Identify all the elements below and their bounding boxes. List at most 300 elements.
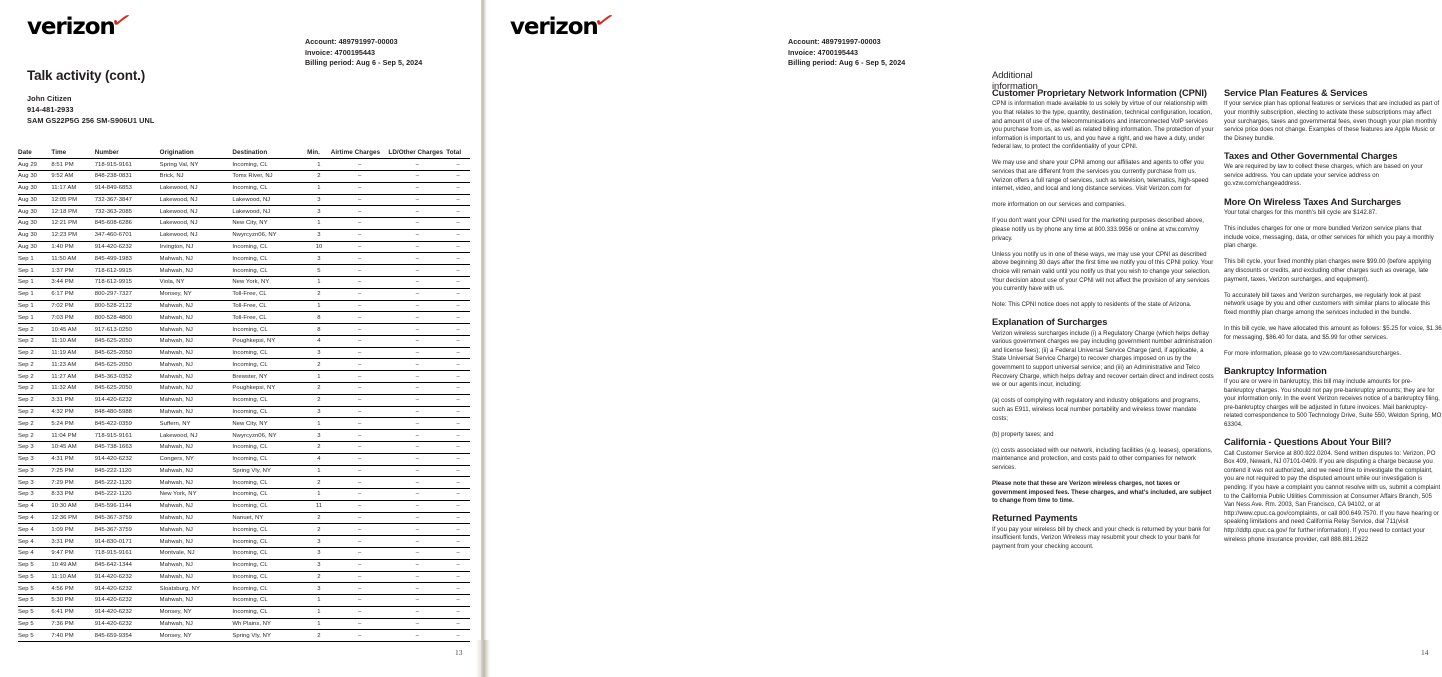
cell-number: 914-830-0171 [95, 536, 160, 548]
cell-total: – [446, 583, 470, 595]
cell-total: – [446, 241, 470, 253]
cell-origination: Lakewood, NJ [160, 182, 233, 194]
cell-destination: Incoming, CL [232, 359, 307, 371]
cell-minutes: 1 [307, 277, 331, 289]
cell-date: Sep 4 [18, 512, 51, 524]
table-row [18, 477, 470, 489]
cell-total: – [446, 277, 470, 289]
cell-origination: Mahwah, NJ [160, 265, 233, 277]
cell-total: – [446, 524, 470, 536]
cell-date: Sep 4 [18, 547, 51, 559]
info-paragraph: (b) property taxes; and [992, 430, 1054, 438]
invoice-value: 4700195443 [334, 47, 376, 57]
cell-number: 718-915-9161 [95, 159, 160, 171]
cell-date: Sep 5 [18, 618, 51, 630]
cell-airtime-charges: – [331, 618, 389, 630]
cell-time: 12:18 PM [51, 206, 94, 218]
info-paragraph: more information on our services and companies. [992, 201, 1126, 209]
cell-time: 1:40 PM [51, 241, 94, 253]
cell-ld-other-charges: – [388, 159, 446, 171]
cell-origination: Viola, NY [160, 277, 233, 289]
cell-airtime-charges: – [331, 606, 389, 618]
cell-destination: Wh Plains, NY [232, 618, 307, 630]
info-paragraph: (c) costs associated with our network, including facilities (e.g. leases), operations, maintenance and protection, and costs paid to other companies for network services. [992, 446, 1213, 471]
table-row [18, 536, 470, 548]
cell-ld-other-charges: – [388, 595, 446, 607]
cell-minutes: 1 [307, 300, 331, 312]
cell-number: 914-420-6232 [95, 583, 160, 595]
cell-date: Sep 2 [18, 324, 51, 336]
cell-minutes: 2 [307, 288, 331, 300]
cell-date: Aug 30 [18, 241, 51, 253]
cell-date: Aug 30 [18, 170, 51, 182]
cell-ld-other-charges: – [388, 277, 446, 289]
cell-minutes: 1 [307, 606, 331, 618]
cell-date: Sep 1 [18, 288, 51, 300]
cell-total: – [446, 536, 470, 548]
cell-number: 914-420-6232 [95, 606, 160, 618]
table-row [18, 583, 470, 595]
cell-time: 1:09 PM [51, 524, 94, 536]
cell-minutes: 3 [307, 547, 331, 559]
cell-origination: Mahwah, NJ [160, 300, 233, 312]
cell-minutes: 2 [307, 170, 331, 182]
cell-destination: Incoming, CL [232, 606, 307, 618]
cell-airtime-charges: – [331, 312, 389, 324]
cell-date: Sep 4 [18, 536, 51, 548]
cell-origination: Lakewood, NJ [160, 430, 233, 442]
cell-airtime-charges: – [331, 489, 389, 501]
cell-minutes: 3 [307, 583, 331, 595]
cell-time: 11:23 AM [51, 359, 94, 371]
cell-minutes: 1 [307, 465, 331, 477]
cell-destination: Incoming, CL [232, 253, 307, 265]
cell-destination: Incoming, CL [232, 524, 307, 536]
cell-airtime-charges: – [331, 206, 389, 218]
cell-ld-other-charges: – [388, 559, 446, 571]
info-section [992, 88, 1214, 310]
info-paragraph: If you are or were in bankruptcy, this bill may include amounts for pre-bankruptcy charges. You should not pay pre-bankruptcy amounts; they are for your information only. In the event Verizon receives notice of a bankruptcy filing, pre-bankruptcy charges will be adjusted in future invoices. Mail bankruptcy-related correspondence to 500 Technology Drive, Suite 550, Weldon Spring, MO 63304. [1224, 378, 1442, 429]
cell-origination: Mahwah, NJ [160, 595, 233, 607]
cell-time: 6:17 PM [51, 288, 94, 300]
cell-total: – [446, 453, 470, 465]
col-header-total: Total [446, 149, 470, 159]
account-label: Account: [305, 37, 337, 46]
cell-time: 12:23 PM [51, 229, 94, 241]
info-section [992, 317, 1214, 506]
billing-period-value: Aug 6 - Sep 5, 2024 [355, 58, 423, 68]
cell-total: – [446, 394, 470, 406]
cell-date: Aug 30 [18, 229, 51, 241]
cell-minutes: 3 [307, 229, 331, 241]
table-row [18, 241, 470, 253]
cell-time: 4:31 PM [51, 453, 94, 465]
cell-minutes: 11 [307, 500, 331, 512]
cell-destination: Incoming, CL [232, 265, 307, 277]
cell-airtime-charges: – [331, 241, 389, 253]
cell-destination: Poughkepsi, NY [232, 383, 307, 395]
cell-origination: Mahwah, NJ [160, 312, 233, 324]
col-header-ld-other-charges: LD/Other Charges [388, 149, 446, 159]
invoice-label: Invoice: [305, 47, 333, 57]
cell-origination: Mahwah, NJ [160, 371, 233, 383]
info-section [1224, 88, 1442, 143]
cell-date: Sep 4 [18, 524, 51, 536]
info-section-heading: Service Plan Features & Services [1224, 88, 1368, 98]
cell-number: 845-222-1120 [95, 489, 160, 501]
cell-airtime-charges: – [331, 288, 389, 300]
col-header-time: Time [51, 149, 94, 159]
cell-date: Sep 5 [18, 595, 51, 607]
cell-airtime-charges: – [331, 229, 389, 241]
cell-origination: Spring Val, NY [160, 159, 233, 171]
info-paragraph: If you don't want your CPNI used for the marketing purposes described above, please notify us by phone any time at 800.333.9956 or online at vzw.com/my privacy. [992, 217, 1204, 242]
cell-destination: Incoming, CL [232, 453, 307, 465]
cell-date: Aug 30 [18, 218, 51, 230]
cell-ld-other-charges: – [388, 630, 446, 642]
cell-ld-other-charges: – [388, 583, 446, 595]
cell-destination: New City, NY [232, 418, 307, 430]
info-section-heading: California - Questions About Your Bill? [1224, 437, 1392, 448]
cell-minutes: 1 [307, 218, 331, 230]
cell-origination: Mahwah, NJ [160, 394, 233, 406]
cell-destination: Incoming, CL [232, 583, 307, 595]
cell-ld-other-charges: – [388, 571, 446, 583]
info-paragraph: Your total charges for this month's bill cycle are $142.87. [1224, 208, 1377, 216]
cell-ld-other-charges: – [388, 371, 446, 383]
cell-minutes: 10 [307, 241, 331, 253]
table-row [18, 418, 470, 430]
table-row [18, 229, 470, 241]
cell-ld-other-charges: – [388, 489, 446, 501]
cell-ld-other-charges: – [388, 335, 446, 347]
cell-minutes: 2 [307, 383, 331, 395]
cell-airtime-charges: – [331, 465, 389, 477]
cell-destination: Spring Vly, NY [232, 630, 307, 642]
cell-total: – [446, 406, 470, 418]
cell-origination: Mahwah, NJ [160, 441, 233, 453]
table-row [18, 312, 470, 324]
cell-minutes: 2 [307, 512, 331, 524]
cell-ld-other-charges: – [388, 182, 446, 194]
cell-number: 914-420-6232 [95, 241, 160, 253]
info-section-heading: Bankruptcy Information [1224, 365, 1327, 376]
cell-date: Sep 3 [18, 477, 51, 489]
cell-number: 845-363-0352 [95, 371, 160, 383]
cell-airtime-charges: – [331, 277, 389, 289]
cell-date: Sep 2 [18, 371, 51, 383]
verizon-checkmark-icon: ✓ [590, 7, 617, 33]
cell-origination: Monsey, NY [160, 630, 233, 642]
table-row [18, 453, 470, 465]
cell-time: 3:44 PM [51, 277, 94, 289]
cell-minutes: 1 [307, 371, 331, 383]
cell-total: – [446, 206, 470, 218]
cell-ld-other-charges: – [388, 383, 446, 395]
cell-total: – [446, 265, 470, 277]
subscriber-phone: 914-481-2933 [27, 105, 74, 115]
table-row [18, 335, 470, 347]
cell-destination: New City, NY [232, 218, 307, 230]
cell-date: Sep 3 [18, 453, 51, 465]
verizon-logo-right [510, 7, 617, 40]
cell-airtime-charges: – [331, 347, 389, 359]
page-gutter-shadow [481, 0, 487, 677]
col-header-number: Number [95, 149, 160, 159]
cell-destination: Toms River, NJ [232, 170, 307, 182]
cell-minutes: 3 [307, 194, 331, 206]
cell-ld-other-charges: – [388, 218, 446, 230]
info-paragraph: CPNI is information made available to us solely by virtue of our relationship with you that relates to the type, quantity, destination, technical configuration, location, and amount of use of the telecommunications and interconnected VoIP services you purchase from us, as well as related billing information. The protection of your information is important to us, and you have a right, and we have a duty, under federal law, to protect the confidentiality of your CPNI. [992, 100, 1214, 151]
account-line [305, 37, 422, 48]
cell-date: Sep 2 [18, 430, 51, 442]
cell-minutes: 3 [307, 559, 331, 571]
cell-origination: Mahwah, NJ [160, 512, 233, 524]
cell-origination: Montvale, NJ [160, 547, 233, 559]
info-paragraph: (a) costs of complying with regulatory and industry obligations and programs, such as E911, wireless local number portability and wireless tower mandate costs; [992, 397, 1201, 422]
cell-minutes: 2 [307, 630, 331, 642]
page-title: Talk activity (cont.) [27, 68, 146, 83]
table-row [18, 253, 470, 265]
cell-minutes: 4 [307, 453, 331, 465]
cell-ld-other-charges: – [388, 618, 446, 630]
info-paragraph: This includes charges for one or more bundled Verizon service plans that include voice, messaging, data, or other services for which you pay a monthly plan charge. [1224, 225, 1434, 250]
cell-number: 845-625-2050 [95, 347, 160, 359]
cell-total: – [446, 182, 470, 194]
cell-date: Aug 30 [18, 194, 51, 206]
table-header [18, 149, 470, 159]
cell-number: 347-460-6701 [95, 229, 160, 241]
cell-airtime-charges: – [331, 536, 389, 548]
invoice-line [788, 48, 905, 59]
verizon-logo [27, 7, 134, 40]
cell-airtime-charges: – [331, 406, 389, 418]
info-paragraph: We may use and share your CPNI among our affiliates and agents to offer you services that are different from the services you currently purchase from us. Verizon offers a full range of services, such as television, telematics, high-speed internet, video, and local and long distance services. Visit Verizon.com for [992, 159, 1209, 193]
subscriber-block [27, 93, 154, 127]
account-line [788, 37, 905, 48]
cell-time: 10:45 AM [51, 324, 94, 336]
cell-ld-other-charges: – [388, 453, 446, 465]
cell-destination: Incoming, CL [232, 241, 307, 253]
cell-number: 845-608-6286 [95, 218, 160, 230]
cell-minutes: 1 [307, 618, 331, 630]
cell-ld-other-charges: – [388, 206, 446, 218]
cell-minutes: 1 [307, 489, 331, 501]
cell-ld-other-charges: – [388, 430, 446, 442]
cell-time: 9:47 PM [51, 547, 94, 559]
subscriber-device: SAM GS22P5G 256 SM-S906U1 UNL [27, 116, 155, 126]
cell-ld-other-charges: – [388, 312, 446, 324]
cell-total: – [446, 335, 470, 347]
cell-ld-other-charges: – [388, 524, 446, 536]
cell-origination: Lakewood, NJ [160, 194, 233, 206]
table-row [18, 430, 470, 442]
cell-minutes: 3 [307, 206, 331, 218]
cell-date: Sep 5 [18, 559, 51, 571]
cell-number: 848-480-5988 [95, 406, 160, 418]
cell-total: – [446, 477, 470, 489]
cell-origination: Mahwah, NJ [160, 571, 233, 583]
info-paragraph: Verizon wireless surcharges include (i) a Regulatory Charge (which helps defray various government charges we pay including government number administration and license fees); (ii) a Federal Universal Service Charge (and, if applicable, a State Universal Service Charge) to recover charges imposed on us by the government to support universal service; and (iii) an Administrative and Telco Recovery Charge, which helps defray and recover certain direct and indirect costs we or our agents incur, including: [992, 329, 1214, 389]
cell-destination: Incoming, CL [232, 159, 307, 171]
cell-total: – [446, 194, 470, 206]
info-paragraph: For more information, please go to vzw.com/taxesandsurcharges. [1224, 349, 1402, 357]
cell-total: – [446, 418, 470, 430]
cell-date: Aug 29 [18, 159, 51, 171]
cell-number: 848-238-0831 [95, 170, 160, 182]
info-section-heading: Explanation of Surcharges [992, 317, 1108, 328]
cell-ld-other-charges: – [388, 194, 446, 206]
table-row [18, 159, 470, 171]
cell-time: 11:50 AM [51, 253, 94, 265]
cell-number: 914-849-6853 [95, 182, 160, 194]
cell-airtime-charges: – [331, 383, 389, 395]
cell-date: Sep 2 [18, 347, 51, 359]
cell-time: 7:03 PM [51, 312, 94, 324]
info-paragraph: If your service plan has optional features or services that are included as part of your monthly subscription, electing to activate these subscriptions may affect your surcharges, taxes and governmental fees, even though your plan monthly service price does not change. Examples of these features are Apple Music or the Disney bundle. [1224, 100, 1440, 142]
cell-minutes: 4 [307, 335, 331, 347]
cell-minutes: 2 [307, 359, 331, 371]
cell-time: 11:32 AM [51, 383, 94, 395]
cell-time: 11:10 AM [51, 335, 94, 347]
cell-ld-other-charges: – [388, 606, 446, 618]
cell-ld-other-charges: – [388, 394, 446, 406]
cell-airtime-charges: – [331, 182, 389, 194]
cell-airtime-charges: – [331, 453, 389, 465]
cell-date: Sep 3 [18, 489, 51, 501]
cell-ld-other-charges: – [388, 465, 446, 477]
cell-total: – [446, 618, 470, 630]
cell-number: 718-915-9161 [95, 547, 160, 559]
cell-origination: Mahwah, NJ [160, 477, 233, 489]
cell-airtime-charges: – [331, 300, 389, 312]
cell-total: – [446, 430, 470, 442]
info-bold-note: Please note that these are Verizon wireless charges, not taxes or government imposed fees. These charges, and what's included, are subject to change from time to time. [992, 480, 1212, 505]
cell-destination: Brewster, NY [232, 371, 307, 383]
cell-airtime-charges: – [331, 265, 389, 277]
table-row [18, 182, 470, 194]
cell-minutes: 8 [307, 312, 331, 324]
cell-number: 845-367-3759 [95, 512, 160, 524]
col-header-airtime-charges: Airtime Charges [331, 149, 389, 159]
cell-origination: Mahwah, NJ [160, 383, 233, 395]
cell-total: – [446, 347, 470, 359]
table-row [18, 489, 470, 501]
cell-destination: Incoming, CL [232, 406, 307, 418]
cell-destination: Incoming, CL [232, 489, 307, 501]
cell-date: Sep 1 [18, 265, 51, 277]
cell-number: 800-528-2122 [95, 300, 160, 312]
cell-total: – [446, 324, 470, 336]
info-section [1224, 437, 1442, 544]
cell-number: 845-642-1344 [95, 559, 160, 571]
cell-minutes: 1 [307, 182, 331, 194]
cell-ld-other-charges: – [388, 477, 446, 489]
cell-total: – [446, 606, 470, 618]
cell-origination: Lakewood, NJ [160, 218, 233, 230]
billing-period-label: Billing period: [788, 58, 838, 68]
table-row [18, 559, 470, 571]
cell-ld-other-charges: – [388, 406, 446, 418]
cell-airtime-charges: – [331, 159, 389, 171]
cell-time: 3:31 PM [51, 536, 94, 548]
cell-date: Sep 5 [18, 630, 51, 642]
cell-ld-other-charges: – [388, 512, 446, 524]
cell-number: 845-222-1120 [95, 465, 160, 477]
cell-date: Sep 1 [18, 300, 51, 312]
cell-time: 11:10 AM [51, 571, 94, 583]
cell-airtime-charges: – [331, 583, 389, 595]
cell-minutes: 2 [307, 394, 331, 406]
cell-total: – [446, 500, 470, 512]
cell-number: 718-612-9915 [95, 265, 160, 277]
cell-airtime-charges: – [331, 324, 389, 336]
table-row [18, 630, 470, 642]
table-row [18, 406, 470, 418]
page-gutter-shadow-bottom [476, 640, 490, 677]
info-paragraph: We are required by law to collect these charges, which are based on your service address. You can update your service address on go.vzw.com/changeaddress. [1224, 163, 1423, 188]
cell-minutes: 1 [307, 595, 331, 607]
cell-total: – [446, 547, 470, 559]
cell-destination: New York, NY [232, 277, 307, 289]
cell-number: 732-367-3847 [95, 194, 160, 206]
cell-origination: Congers, NY [160, 453, 233, 465]
cell-ld-other-charges: – [388, 229, 446, 241]
verizon-wordmark: verizon [510, 14, 598, 40]
cell-date: Sep 2 [18, 418, 51, 430]
cell-total: – [446, 465, 470, 477]
table-row [18, 347, 470, 359]
table-row [18, 618, 470, 630]
cell-airtime-charges: – [331, 595, 389, 607]
cell-date: Sep 2 [18, 406, 51, 418]
cell-destination: Toll-Free, CL [232, 288, 307, 300]
cell-date: Sep 5 [18, 583, 51, 595]
cell-time: 10:49 AM [51, 559, 94, 571]
cell-date: Sep 1 [18, 312, 51, 324]
table-row [18, 265, 470, 277]
cell-number: 800-297-7327 [95, 288, 160, 300]
cell-minutes: 3 [307, 430, 331, 442]
cell-total: – [446, 571, 470, 583]
cell-number: 845-596-1144 [95, 500, 160, 512]
cell-time: 5:30 PM [51, 595, 94, 607]
col-header-date: Date [18, 149, 51, 159]
cell-time: 6:41 PM [51, 606, 94, 618]
cell-airtime-charges: – [331, 477, 389, 489]
cell-date: Sep 2 [18, 383, 51, 395]
billing-period-label: Billing period: [305, 58, 355, 68]
info-section-heading: Taxes and Other Governmental Charges [1224, 150, 1398, 161]
table-row [18, 194, 470, 206]
table-row [18, 394, 470, 406]
info-paragraph: This bill cycle, your fixed monthly plan charges were $99.00 (before applying any discounts or credits, and excluding other charges such as overage, late payment, taxes, Verizon surcharges, and equipment). [1224, 258, 1432, 283]
cell-minutes: 1 [307, 159, 331, 171]
account-value: 489791997-00003 [338, 37, 398, 46]
info-paragraph: If you pay your wireless bill by check and your check is returned by your bank for insufficient funds, Verizon Wireless may resubmit your check to your bank for payment from your checking account. [992, 525, 1211, 550]
account-info-block-left [305, 37, 422, 69]
cell-origination: Irvington, NJ [160, 241, 233, 253]
account-value: 489791997-00003 [821, 37, 881, 46]
table-row [18, 465, 470, 477]
cell-minutes: 8 [307, 324, 331, 336]
cell-number: 845-367-3759 [95, 524, 160, 536]
cell-total: – [446, 359, 470, 371]
cell-time: 9:52 AM [51, 170, 94, 182]
cell-time: 11:04 PM [51, 430, 94, 442]
cell-total: – [446, 371, 470, 383]
cell-destination: Nanuet, NY [232, 512, 307, 524]
